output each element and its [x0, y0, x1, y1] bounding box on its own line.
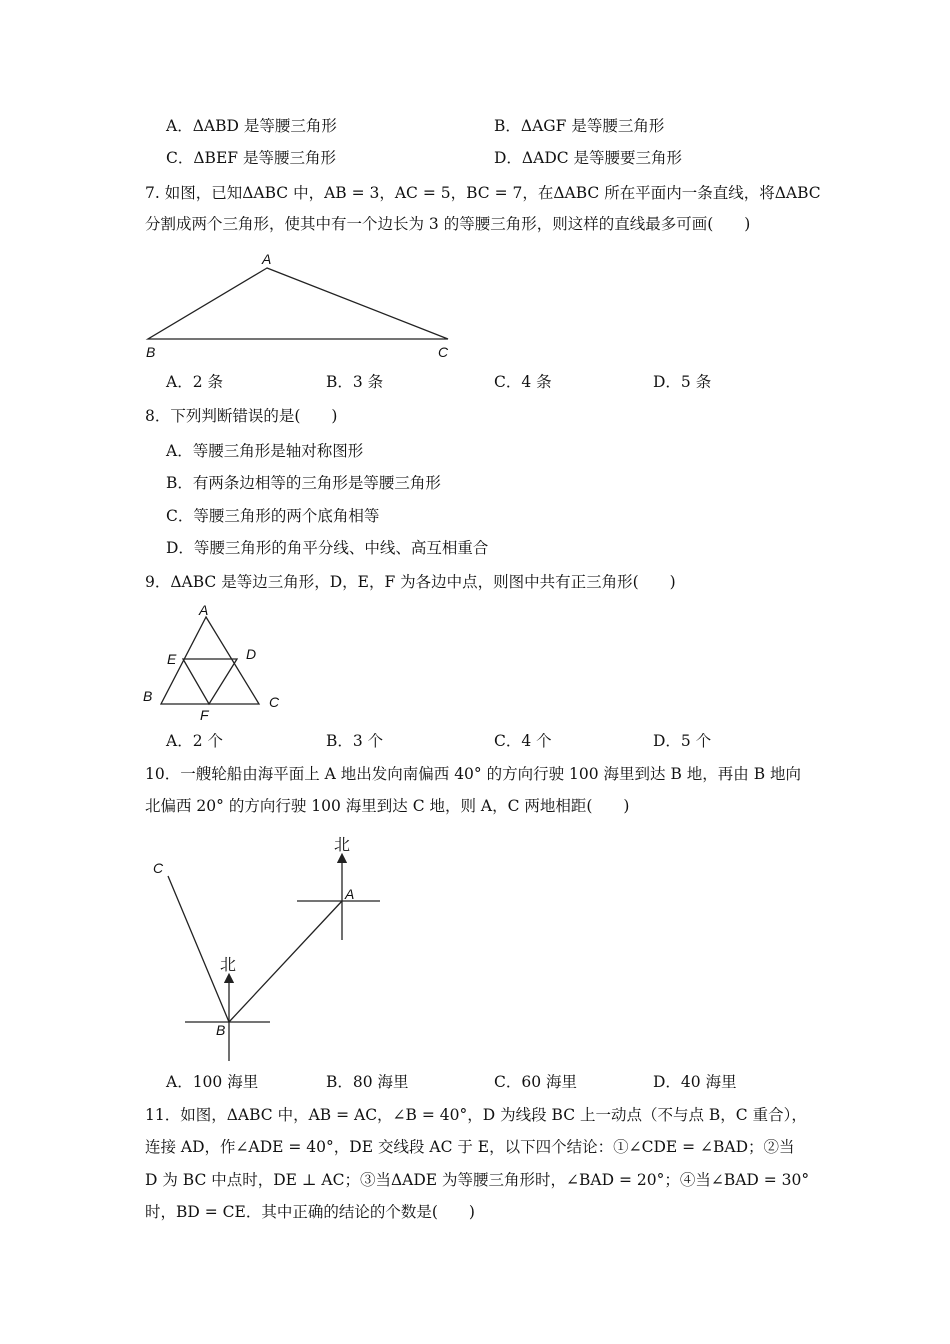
q7-option-a: A．2 条 [166, 373, 223, 391]
q9-option-b: B．3 个 [326, 732, 384, 750]
q10-north-label-b: 北 [220, 955, 237, 974]
q8-stem: 8．下列判断错误的是( ) [145, 407, 338, 425]
q7-label-c: C [438, 344, 449, 360]
q6-option-d: D．ΔADC 是等腰要三角形 [494, 149, 683, 167]
q6-option-b: B．ΔAGF 是等腰三角形 [494, 117, 665, 135]
q10-north-label-a: 北 [334, 835, 351, 854]
q9-option-d: D．5 个 [653, 732, 712, 750]
q9-option-a: A．2 个 [166, 732, 223, 750]
q7-label-a: A [262, 251, 272, 267]
q10-label-b: B [216, 1022, 226, 1038]
q11-stem-line2: 连接 AD，作∠ADE = 40°，DE 交线段 AC 于 E，以下四个结论：①∠CDE = ∠BAD；②当 [145, 1138, 795, 1156]
q9-label-c: C [269, 694, 280, 710]
q8-option-a: A．等腰三角形是轴对称图形 [166, 442, 364, 460]
q8-option-c: C．等腰三角形的两个底角相等 [166, 507, 380, 525]
q10-option-d: D．40 海里 [653, 1073, 737, 1091]
q11-stem-line1: 11．如图，ΔABC 中，AB = AC，∠B = 40°，D 为线段 BC 上一动点（不与点 B，C 重合）， [145, 1106, 807, 1124]
q6-option-c: C．ΔBEF 是等腰三角形 [166, 149, 336, 167]
q7-stem-line1: 7. 如图，已知ΔABC 中，AB = 3，AC = 5，BC = 7，在ΔABC 所在平面内一条直线，将ΔABC [145, 184, 821, 202]
q9-inner-triangle [183, 659, 237, 704]
q7-triangle [148, 268, 448, 339]
q6-option-a: A．ΔABD 是等腰三角形 [166, 117, 337, 135]
q10-stem-line2: 北偏西 20° 的方向行驶 100 海里到达 C 地，则 A，C 两地相距( ) [145, 797, 630, 815]
q9-label-e: E [167, 651, 177, 667]
q9-figure [140, 600, 300, 725]
q10-option-b: B．80 海里 [326, 1073, 409, 1091]
q9-label-f: F [200, 707, 209, 723]
q7-stem-line2: 分割成两个三角形，使其中有一个边长为 3 的等腰三角形，则这样的直线最多可画( ) [145, 215, 751, 233]
q10-stem-line1: 10．一艘轮船由海平面上 A 地出发向南偏西 40° 的方向行驶 100 海里到达 B 地，再由 B 地向 [145, 765, 802, 783]
q7-figure [140, 248, 470, 363]
q9-label-b: B [143, 688, 153, 704]
q8-option-d: D．等腰三角形的角平分线、中线、高互相重合 [166, 539, 489, 557]
q9-option-c: C．4 个 [494, 732, 552, 750]
q7-option-d: D．5 条 [653, 373, 712, 391]
q10-label-a: A [345, 886, 355, 902]
q8-option-b: B．有两条边相等的三角形是等腰三角形 [166, 474, 441, 492]
q7-option-c: C．4 条 [494, 373, 552, 391]
q11-stem-line3: D 为 BC 中点时，DE ⊥ AC；③当ΔADE 为等腰三角形时，∠BAD = 20°；④当∠BAD = 30° [145, 1171, 810, 1189]
q10-label-c: C [153, 860, 164, 876]
q7-option-b: B．3 条 [326, 373, 384, 391]
q10-figure [140, 828, 400, 1068]
q9-stem: 9．ΔABC 是等边三角形，D，E，F 为各边中点，则图中共有正三角形( ) [145, 573, 676, 591]
q9-label-a: A [199, 602, 209, 618]
q11-stem-line4: 时，BD = CE．其中正确的结论的个数是( ) [145, 1203, 475, 1221]
q7-label-b: B [146, 344, 156, 360]
q10-option-c: C．60 海里 [494, 1073, 578, 1091]
q10-segment-bc [168, 876, 229, 1022]
q10-option-a: A．100 海里 [166, 1073, 259, 1091]
q10-segment-ab [229, 901, 342, 1022]
q9-label-d: D [246, 646, 257, 662]
